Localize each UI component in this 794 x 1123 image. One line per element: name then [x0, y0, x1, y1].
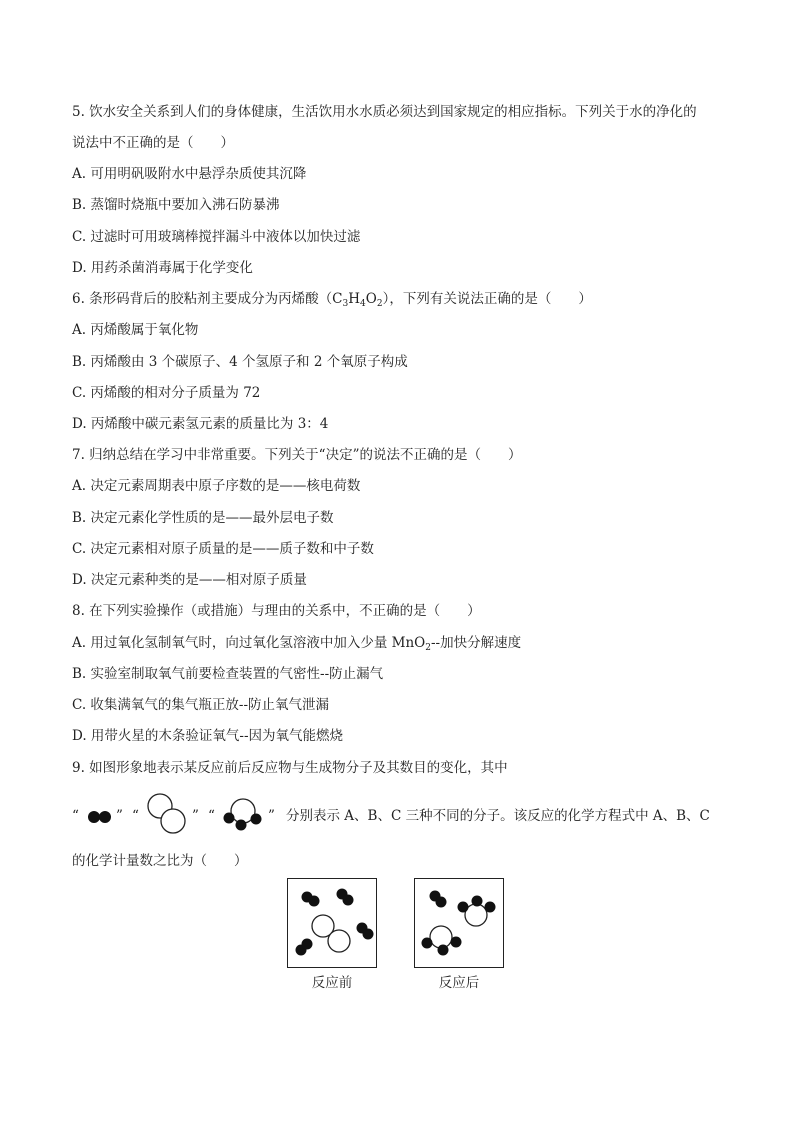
q8-stem: 8. 在下列实验操作（或措施）与理由的关系中，不正确的是（ ）	[72, 603, 481, 619]
q6-sub-h: 4	[360, 299, 366, 309]
molecule-a-icon	[86, 807, 114, 827]
q8-option-b: B. 实验室制取氧气前要检查装置的气密性--防止漏气	[72, 666, 384, 682]
q8-option-a-sub: 2	[425, 643, 431, 653]
q5-stem-line2: 说法中不正确的是（ ）	[72, 135, 234, 151]
after-reaction-box	[414, 878, 504, 968]
q9-stem: 9. 如图形象地表示某反应前后反应物与生成物分子及其数目的变化，其中	[72, 760, 508, 776]
q7-option-b: B. 决定元素化学性质的是——最外层电子数	[72, 510, 334, 526]
q8-option-a-post: --加快分解速度	[430, 635, 522, 651]
before-reaction-box	[287, 878, 377, 968]
q6-sub-c: 3	[342, 299, 349, 309]
q5-stem-line1: 5. 饮水安全关系到人们的身体健康，生活饮用水水质必须达到国家规定的相应指标。下列关于水的净化的	[72, 104, 697, 120]
molecule-b-icon	[144, 793, 190, 835]
q6-option-c: C. 丙烯酸的相对分子质量为 72	[72, 385, 261, 401]
q5-option-c: C. 过滤时可用玻璃棒搅拌漏斗中液体以加快过滤	[72, 229, 361, 245]
caption-before-reaction: 反应前	[311, 975, 353, 991]
q7-option-d: D. 决定元素种类的是——相对原子质量	[72, 572, 307, 588]
q8-option-a	[72, 634, 521, 657]
q6-sub-o: 2	[376, 299, 383, 309]
molecule-c-icon	[220, 795, 266, 831]
legend-quote-open-c: “	[208, 808, 215, 824]
q5-option-a: A. 可用明矾吸附水中悬浮杂质使其沉降	[72, 166, 307, 182]
q7-option-c: C. 决定元素相对原子质量的是——质子数和中子数	[72, 541, 374, 557]
q9-stem-end: 的化学计量数之比为（ ）	[72, 853, 248, 869]
legend-description: 分别表示 A、B、C 三种不同的分子。该反应的化学方程式中 A、B、C	[286, 808, 710, 824]
q7-stem: 7. 归纳总结在学习中非常重要。下列关于“决定”的说法不正确的是（ ）	[72, 447, 522, 463]
caption-after-reaction: 反应后	[438, 975, 480, 991]
legend-quote-close-c: ”	[268, 808, 275, 824]
q8-option-c: C. 收集满氧气的集气瓶正放--防止氧气泄漏	[72, 697, 330, 713]
q5-option-b: B. 蒸馏时烧瓶中要加入沸石防暴沸	[72, 197, 280, 213]
q6-option-d: D. 丙烯酸中碳元素氢元素的质量比为 3：4	[72, 416, 329, 432]
legend-quote-close-a: ”	[116, 808, 123, 824]
q9-molecule-legend	[72, 793, 732, 843]
q6-option-b: B. 丙烯酸由 3 个碳原子、4 个氢原子和 2 个氧原子构成	[72, 354, 408, 370]
legend-quote-close-b: ”	[192, 808, 199, 824]
q6-stem-post: ），下列有关说法正确的是（ ）	[382, 291, 592, 307]
q6-mid-o: O	[365, 291, 377, 307]
q7-option-a: A. 决定元素周期表中原子序数的是——核电荷数	[72, 478, 361, 494]
q6-stem-pre: 6. 条形码背后的胶粘剂主要成分为丙烯酸（C	[72, 291, 343, 307]
q8-option-d: D. 用带火星的木条验证氧气--因为氧气能燃烧	[72, 728, 344, 744]
q6-stem	[72, 290, 592, 313]
before-reaction-molecules	[288, 879, 376, 967]
q8-option-a-pre: A. 用过氧化氢制氧气时，向过氧化氢溶液中加入少量 MnO	[72, 635, 426, 651]
q6-mid-h: H	[348, 291, 361, 307]
after-reaction-molecules	[415, 879, 503, 967]
q6-option-a: A. 丙烯酸属于氧化物	[72, 322, 199, 338]
legend-quote-open-b: “	[132, 808, 139, 824]
q5-option-d: D. 用药杀菌消毒属于化学变化	[72, 260, 253, 276]
legend-quote-open-a: “	[72, 808, 79, 824]
